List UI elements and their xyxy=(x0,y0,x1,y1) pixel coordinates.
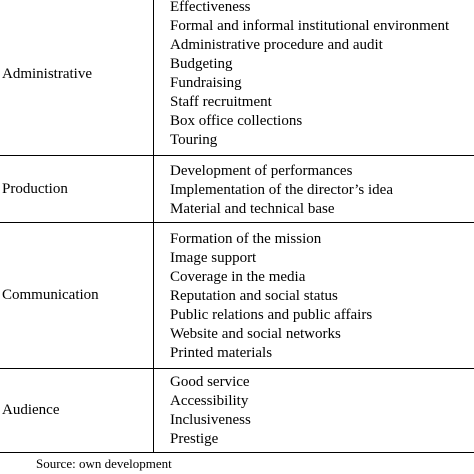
list-item: Formal and informal institutional environment xyxy=(170,18,450,34)
table-row-production xyxy=(0,155,474,222)
source-note: Source: own development xyxy=(36,456,172,471)
list-item: Material and technical base xyxy=(170,201,335,217)
list-item: Coverage in the media xyxy=(170,269,306,285)
list-item: Good service xyxy=(170,374,250,390)
list-item: Prestige xyxy=(170,431,219,447)
row-category-label: Production xyxy=(2,181,68,197)
row-items-list xyxy=(170,230,372,363)
table-bottom-border xyxy=(0,452,474,453)
list-item: Staff recruitment xyxy=(170,94,272,110)
row-category-label: Administrative xyxy=(2,66,92,82)
list-item: Implementation of the director’s idea xyxy=(170,182,393,198)
list-item: Reputation and social status xyxy=(170,288,338,304)
list-item: Development of performances xyxy=(170,163,353,179)
list-item: Box office collections xyxy=(170,113,303,129)
list-item: Image support xyxy=(170,250,257,266)
row-items-list xyxy=(170,162,393,219)
list-item: Public relations and public affairs xyxy=(170,307,373,323)
row-category-label: Audience xyxy=(2,402,60,418)
list-item: Inclusiveness xyxy=(170,412,251,428)
list-item: Accessibility xyxy=(170,393,249,409)
list-item: Touring xyxy=(170,132,218,148)
row-items-list xyxy=(170,0,449,150)
list-item: Administrative procedure and audit xyxy=(170,37,383,53)
table-row-audience xyxy=(0,368,474,454)
list-item: Effectiveness xyxy=(170,0,251,15)
list-item: Printed materials xyxy=(170,345,273,361)
list-item: Formation of the mission xyxy=(170,231,322,247)
list-item: Budgeting xyxy=(170,56,233,72)
table-row-communication xyxy=(0,222,474,368)
row-category-label: Communication xyxy=(2,287,99,303)
table-row-administrative xyxy=(0,0,474,155)
list-item: Fundraising xyxy=(170,75,242,91)
row-items-list xyxy=(170,373,251,449)
column-divider xyxy=(153,0,154,452)
list-item: Website and social networks xyxy=(170,326,341,342)
